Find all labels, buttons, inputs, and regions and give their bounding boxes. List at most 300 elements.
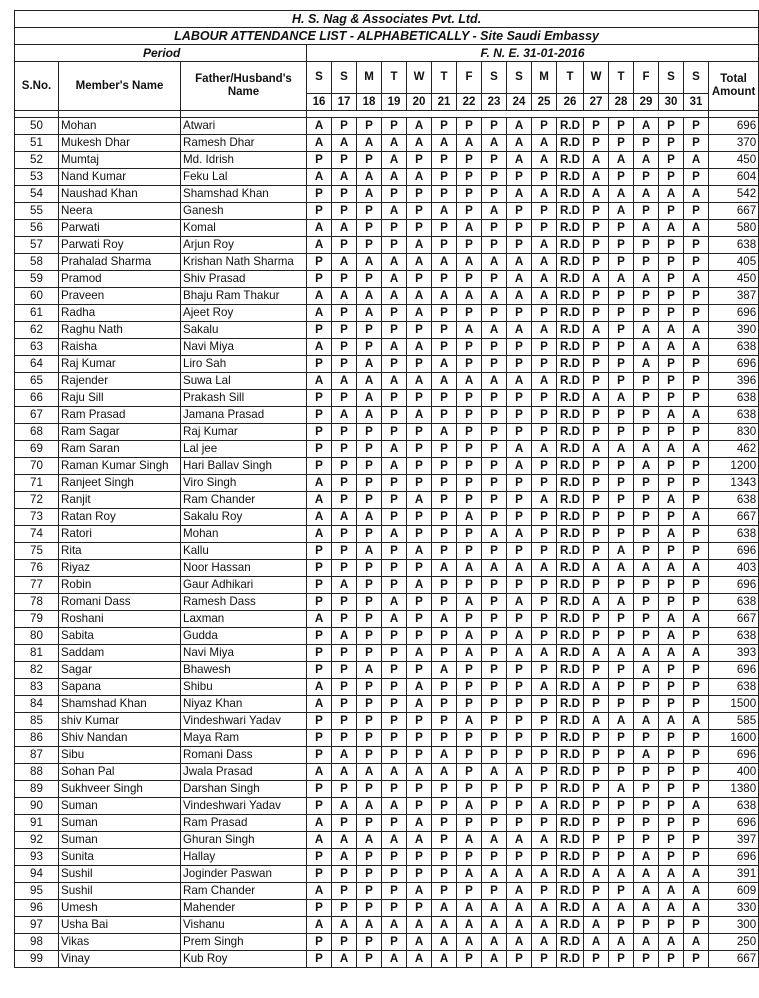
- attendance-cell: P: [307, 543, 332, 560]
- attendance-cell: A: [634, 152, 659, 169]
- table-row: [15, 135, 759, 152]
- serial-number-cell: 95: [15, 883, 59, 900]
- attendance-cell: A: [684, 186, 709, 203]
- attendance-cell: A: [357, 543, 382, 560]
- attendance-cell: A: [332, 509, 357, 526]
- attendance-cell: A: [507, 135, 532, 152]
- attendance-cell: A: [532, 373, 557, 390]
- total-amount-cell: 696: [709, 543, 759, 560]
- attendance-cell: A: [684, 934, 709, 951]
- attendance-cell: P: [357, 900, 382, 917]
- attendance-cell: A: [684, 271, 709, 288]
- table-row: [15, 645, 759, 662]
- member-name-cell: Sabita: [59, 628, 181, 645]
- father-name-cell: Hallay: [181, 849, 307, 866]
- attendance-cell: A: [507, 288, 532, 305]
- attendance-cell: P: [584, 288, 609, 305]
- member-name-cell: Mukesh Dhar: [59, 135, 181, 152]
- attendance-cell: A: [684, 611, 709, 628]
- attendance-cell: P: [357, 424, 382, 441]
- attendance-cell: P: [507, 951, 532, 968]
- attendance-cell: A: [532, 441, 557, 458]
- attendance-cell: P: [407, 662, 432, 679]
- attendance-cell: P: [382, 475, 407, 492]
- member-name-cell: Mohan: [59, 118, 181, 135]
- attendance-cell: P: [684, 662, 709, 679]
- attendance-cell: P: [634, 679, 659, 696]
- attendance-cell: P: [634, 543, 659, 560]
- attendance-cell: P: [357, 526, 382, 543]
- attendance-cell: P: [382, 577, 407, 594]
- attendance-cell: P: [457, 424, 482, 441]
- member-name-cell: Shamshad Khan: [59, 696, 181, 713]
- attendance-cell: P: [432, 628, 457, 645]
- attendance-cell: R.D: [557, 271, 584, 288]
- attendance-cell: P: [609, 475, 634, 492]
- attendance-cell: A: [432, 934, 457, 951]
- total-amount-cell: 1380: [709, 781, 759, 798]
- serial-number-cell: 87: [15, 747, 59, 764]
- attendance-cell: P: [332, 271, 357, 288]
- attendance-cell: A: [659, 441, 684, 458]
- attendance-cell: R.D: [557, 560, 584, 577]
- attendance-cell: P: [457, 849, 482, 866]
- attendance-cell: P: [609, 577, 634, 594]
- attendance-cell: A: [357, 390, 382, 407]
- father-name-cell: Suwa Lal: [181, 373, 307, 390]
- attendance-cell: A: [307, 883, 332, 900]
- father-name-cell: Sakalu: [181, 322, 307, 339]
- date-header: 29: [634, 94, 659, 111]
- total-amount-cell: 390: [709, 322, 759, 339]
- attendance-cell: P: [357, 441, 382, 458]
- fne-date: F. N. E. 31-01-2016: [307, 45, 759, 62]
- member-name-cell: Usha Bai: [59, 917, 181, 934]
- attendance-cell: P: [357, 883, 382, 900]
- attendance-cell: P: [634, 764, 659, 781]
- attendance-cell: A: [482, 203, 507, 220]
- member-name-cell: Ratan Roy: [59, 509, 181, 526]
- attendance-cell: P: [584, 492, 609, 509]
- attendance-cell: P: [382, 543, 407, 560]
- attendance-cell: A: [507, 866, 532, 883]
- attendance-cell: A: [609, 203, 634, 220]
- attendance-cell: P: [457, 407, 482, 424]
- attendance-cell: P: [659, 305, 684, 322]
- member-name-cell: Naushad Khan: [59, 186, 181, 203]
- attendance-cell: A: [357, 373, 382, 390]
- attendance-cell: P: [357, 458, 382, 475]
- father-name-cell: Atwari: [181, 118, 307, 135]
- attendance-cell: A: [609, 152, 634, 169]
- table-row: [15, 220, 759, 237]
- attendance-cell: P: [457, 781, 482, 798]
- attendance-cell: A: [357, 798, 382, 815]
- table-row: [15, 951, 759, 968]
- attendance-cell: P: [532, 407, 557, 424]
- attendance-cell: P: [609, 322, 634, 339]
- attendance-cell: A: [307, 135, 332, 152]
- total-amount-cell: 403: [709, 560, 759, 577]
- attendance-cell: R.D: [557, 832, 584, 849]
- attendance-cell: A: [532, 237, 557, 254]
- date-header: 25: [532, 94, 557, 111]
- attendance-cell: A: [684, 407, 709, 424]
- attendance-cell: P: [507, 169, 532, 186]
- attendance-cell: P: [382, 679, 407, 696]
- father-name-cell: Shamshad Khan: [181, 186, 307, 203]
- attendance-cell: P: [332, 611, 357, 628]
- table-row: [15, 730, 759, 747]
- attendance-cell: A: [634, 458, 659, 475]
- attendance-cell: P: [407, 458, 432, 475]
- attendance-cell: A: [307, 832, 332, 849]
- attendance-cell: P: [357, 492, 382, 509]
- attendance-cell: P: [332, 305, 357, 322]
- attendance-cell: A: [507, 441, 532, 458]
- attendance-cell: P: [684, 730, 709, 747]
- date-header: 20: [407, 94, 432, 111]
- weekday-header: S: [332, 62, 357, 94]
- serial-number-cell: 77: [15, 577, 59, 594]
- attendance-cell: A: [584, 169, 609, 186]
- attendance-cell: P: [659, 594, 684, 611]
- attendance-cell: A: [684, 798, 709, 815]
- member-name-cell: Suman: [59, 832, 181, 849]
- member-name-cell: Rajender: [59, 373, 181, 390]
- attendance-cell: P: [332, 152, 357, 169]
- attendance-cell: A: [382, 203, 407, 220]
- attendance-cell: P: [584, 696, 609, 713]
- attendance-cell: A: [382, 764, 407, 781]
- attendance-cell: A: [307, 339, 332, 356]
- total-amount-cell: 638: [709, 237, 759, 254]
- attendance-cell: A: [507, 271, 532, 288]
- attendance-cell: A: [532, 152, 557, 169]
- attendance-cell: A: [584, 594, 609, 611]
- attendance-cell: P: [634, 798, 659, 815]
- attendance-cell: P: [407, 900, 432, 917]
- attendance-cell: A: [584, 866, 609, 883]
- father-name-header: Father/Husband's Name: [181, 62, 307, 111]
- serial-number-cell: 71: [15, 475, 59, 492]
- attendance-cell: A: [609, 390, 634, 407]
- attendance-cell: P: [457, 339, 482, 356]
- attendance-cell: P: [382, 645, 407, 662]
- attendance-cell: P: [457, 356, 482, 373]
- attendance-cell: A: [532, 917, 557, 934]
- attendance-cell: P: [532, 747, 557, 764]
- attendance-cell: P: [659, 951, 684, 968]
- member-name-cell: Ram Prasad: [59, 407, 181, 424]
- attendance-cell: P: [482, 849, 507, 866]
- attendance-cell: P: [584, 458, 609, 475]
- attendance-cell: A: [407, 169, 432, 186]
- attendance-cell: P: [457, 475, 482, 492]
- attendance-cell: A: [532, 645, 557, 662]
- member-name-cell: Sohan Pal: [59, 764, 181, 781]
- attendance-cell: A: [332, 169, 357, 186]
- father-name-cell: Ajeet Roy: [181, 305, 307, 322]
- attendance-cell: P: [332, 356, 357, 373]
- attendance-cell: P: [684, 356, 709, 373]
- attendance-cell: R.D: [557, 203, 584, 220]
- attendance-cell: A: [532, 900, 557, 917]
- attendance-cell: P: [307, 798, 332, 815]
- attendance-cell: A: [684, 900, 709, 917]
- serial-number-cell: 96: [15, 900, 59, 917]
- attendance-cell: A: [507, 900, 532, 917]
- table-row: [15, 594, 759, 611]
- attendance-cell: P: [357, 152, 382, 169]
- attendance-cell: A: [659, 186, 684, 203]
- attendance-cell: A: [609, 866, 634, 883]
- attendance-cell: P: [584, 832, 609, 849]
- attendance-cell: A: [407, 407, 432, 424]
- serial-number-cell: 74: [15, 526, 59, 543]
- attendance-cell: A: [609, 560, 634, 577]
- attendance-cell: A: [357, 356, 382, 373]
- weekday-header: T: [382, 62, 407, 94]
- attendance-cell: P: [457, 883, 482, 900]
- attendance-cell: P: [307, 934, 332, 951]
- member-name-cell: Praveen: [59, 288, 181, 305]
- attendance-cell: P: [659, 135, 684, 152]
- attendance-cell: P: [659, 730, 684, 747]
- attendance-cell: P: [634, 288, 659, 305]
- attendance-cell: A: [407, 135, 432, 152]
- attendance-cell: P: [382, 713, 407, 730]
- member-name-cell: Rita: [59, 543, 181, 560]
- attendance-cell: A: [457, 220, 482, 237]
- attendance-cell: P: [457, 169, 482, 186]
- father-name-cell: Navi Miya: [181, 339, 307, 356]
- attendance-cell: P: [407, 424, 432, 441]
- attendance-cell: A: [609, 594, 634, 611]
- attendance-cell: P: [432, 441, 457, 458]
- serial-number-cell: 57: [15, 237, 59, 254]
- attendance-cell: P: [432, 849, 457, 866]
- attendance-cell: P: [609, 288, 634, 305]
- member-name-cell: Sushil: [59, 866, 181, 883]
- serial-number-cell: 78: [15, 594, 59, 611]
- serial-number-cell: 80: [15, 628, 59, 645]
- table-row: [15, 713, 759, 730]
- attendance-cell: P: [482, 730, 507, 747]
- member-name-cell: Parwati: [59, 220, 181, 237]
- attendance-cell: R.D: [557, 339, 584, 356]
- attendance-cell: A: [407, 883, 432, 900]
- attendance-cell: P: [357, 339, 382, 356]
- attendance-cell: P: [584, 305, 609, 322]
- attendance-cell: P: [457, 458, 482, 475]
- period-label: Period: [15, 45, 307, 62]
- total-amount-cell: 638: [709, 339, 759, 356]
- attendance-cell: A: [457, 373, 482, 390]
- attendance-cell: P: [659, 509, 684, 526]
- attendance-cell: A: [659, 611, 684, 628]
- attendance-cell: P: [482, 628, 507, 645]
- attendance-cell: P: [609, 849, 634, 866]
- attendance-cell: R.D: [557, 441, 584, 458]
- member-name-cell: Suman: [59, 815, 181, 832]
- attendance-cell: P: [482, 441, 507, 458]
- weekday-header: W: [584, 62, 609, 94]
- serial-number-cell: 79: [15, 611, 59, 628]
- attendance-cell: P: [507, 407, 532, 424]
- attendance-cell: A: [432, 951, 457, 968]
- attendance-cell: P: [584, 815, 609, 832]
- attendance-cell: P: [684, 679, 709, 696]
- attendance-cell: P: [482, 577, 507, 594]
- attendance-cell: A: [307, 492, 332, 509]
- company-name: H. S. Nag & Associates Pvt. Ltd.: [15, 11, 759, 28]
- attendance-cell: P: [457, 611, 482, 628]
- table-row: [15, 662, 759, 679]
- attendance-cell: A: [357, 764, 382, 781]
- attendance-cell: P: [482, 169, 507, 186]
- date-header: 31: [684, 94, 709, 111]
- attendance-cell: A: [307, 237, 332, 254]
- attendance-cell: A: [432, 917, 457, 934]
- attendance-cell: P: [609, 305, 634, 322]
- attendance-cell: A: [634, 866, 659, 883]
- attendance-cell: A: [609, 186, 634, 203]
- table-row: [15, 747, 759, 764]
- attendance-cell: R.D: [557, 951, 584, 968]
- attendance-cell: A: [382, 373, 407, 390]
- attendance-cell: A: [659, 628, 684, 645]
- father-name-cell: Joginder Paswan: [181, 866, 307, 883]
- attendance-cell: A: [382, 832, 407, 849]
- attendance-cell: A: [507, 594, 532, 611]
- attendance-cell: P: [382, 849, 407, 866]
- attendance-cell: P: [659, 271, 684, 288]
- attendance-cell: P: [457, 203, 482, 220]
- attendance-cell: A: [482, 560, 507, 577]
- attendance-cell: P: [332, 883, 357, 900]
- total-amount-cell: 397: [709, 832, 759, 849]
- father-name-cell: Prem Singh: [181, 934, 307, 951]
- attendance-cell: P: [307, 407, 332, 424]
- attendance-cell: P: [684, 237, 709, 254]
- attendance-cell: P: [407, 730, 432, 747]
- attendance-cell: P: [684, 747, 709, 764]
- attendance-cell: P: [634, 424, 659, 441]
- attendance-cell: P: [482, 475, 507, 492]
- attendance-cell: A: [634, 849, 659, 866]
- attendance-cell: P: [407, 611, 432, 628]
- attendance-cell: P: [684, 764, 709, 781]
- serial-number-cell: 62: [15, 322, 59, 339]
- attendance-cell: A: [307, 305, 332, 322]
- father-name-cell: Feku Lal: [181, 169, 307, 186]
- attendance-cell: P: [307, 849, 332, 866]
- attendance-cell: P: [609, 832, 634, 849]
- father-name-cell: Bhawesh: [181, 662, 307, 679]
- attendance-cell: P: [432, 543, 457, 560]
- table-row: [15, 832, 759, 849]
- attendance-cell: A: [432, 764, 457, 781]
- attendance-cell: A: [332, 951, 357, 968]
- attendance-cell: P: [382, 322, 407, 339]
- weekday-header: F: [457, 62, 482, 94]
- attendance-cell: P: [609, 373, 634, 390]
- attendance-cell: A: [307, 815, 332, 832]
- attendance-cell: A: [357, 254, 382, 271]
- attendance-cell: P: [382, 118, 407, 135]
- attendance-cell: A: [332, 135, 357, 152]
- attendance-cell: A: [457, 917, 482, 934]
- attendance-cell: R.D: [557, 900, 584, 917]
- attendance-cell: P: [507, 696, 532, 713]
- serial-number-cell: 86: [15, 730, 59, 747]
- attendance-cell: R.D: [557, 866, 584, 883]
- attendance-cell: P: [584, 951, 609, 968]
- attendance-cell: P: [684, 696, 709, 713]
- attendance-cell: A: [659, 407, 684, 424]
- attendance-cell: A: [357, 917, 382, 934]
- serial-number-cell: 67: [15, 407, 59, 424]
- attendance-cell: A: [382, 169, 407, 186]
- attendance-cell: A: [684, 509, 709, 526]
- table-row: [15, 288, 759, 305]
- attendance-cell: P: [584, 781, 609, 798]
- serial-number-cell: 76: [15, 560, 59, 577]
- attendance-cell: P: [332, 424, 357, 441]
- total-amount-cell: 1200: [709, 458, 759, 475]
- serial-number-cell: 93: [15, 849, 59, 866]
- attendance-cell: A: [357, 288, 382, 305]
- attendance-cell: P: [482, 679, 507, 696]
- attendance-cell: A: [382, 441, 407, 458]
- attendance-cell: A: [609, 934, 634, 951]
- total-amount-cell: 638: [709, 679, 759, 696]
- attendance-cell: P: [584, 509, 609, 526]
- attendance-cell: P: [332, 526, 357, 543]
- date-header: 26: [557, 94, 584, 111]
- attendance-cell: P: [659, 475, 684, 492]
- date-header: 17: [332, 94, 357, 111]
- attendance-cell: P: [432, 186, 457, 203]
- attendance-cell: P: [609, 815, 634, 832]
- attendance-cell: A: [457, 509, 482, 526]
- attendance-cell: P: [532, 390, 557, 407]
- attendance-cell: P: [482, 186, 507, 203]
- attendance-cell: P: [634, 254, 659, 271]
- attendance-cell: A: [407, 288, 432, 305]
- attendance-cell: A: [307, 509, 332, 526]
- attendance-cell: P: [584, 526, 609, 543]
- attendance-cell: P: [609, 679, 634, 696]
- attendance-cell: A: [457, 934, 482, 951]
- father-name-cell: Shiv Prasad: [181, 271, 307, 288]
- attendance-cell: P: [659, 390, 684, 407]
- attendance-cell: P: [532, 662, 557, 679]
- attendance-cell: P: [382, 356, 407, 373]
- attendance-cell: R.D: [557, 288, 584, 305]
- attendance-cell: P: [659, 798, 684, 815]
- attendance-cell: P: [382, 509, 407, 526]
- table-row: [15, 781, 759, 798]
- attendance-cell: P: [357, 560, 382, 577]
- serial-number-cell: 94: [15, 866, 59, 883]
- attendance-cell: P: [507, 305, 532, 322]
- attendance-cell: P: [382, 696, 407, 713]
- attendance-cell: A: [407, 645, 432, 662]
- attendance-cell: P: [457, 696, 482, 713]
- table-row: [15, 679, 759, 696]
